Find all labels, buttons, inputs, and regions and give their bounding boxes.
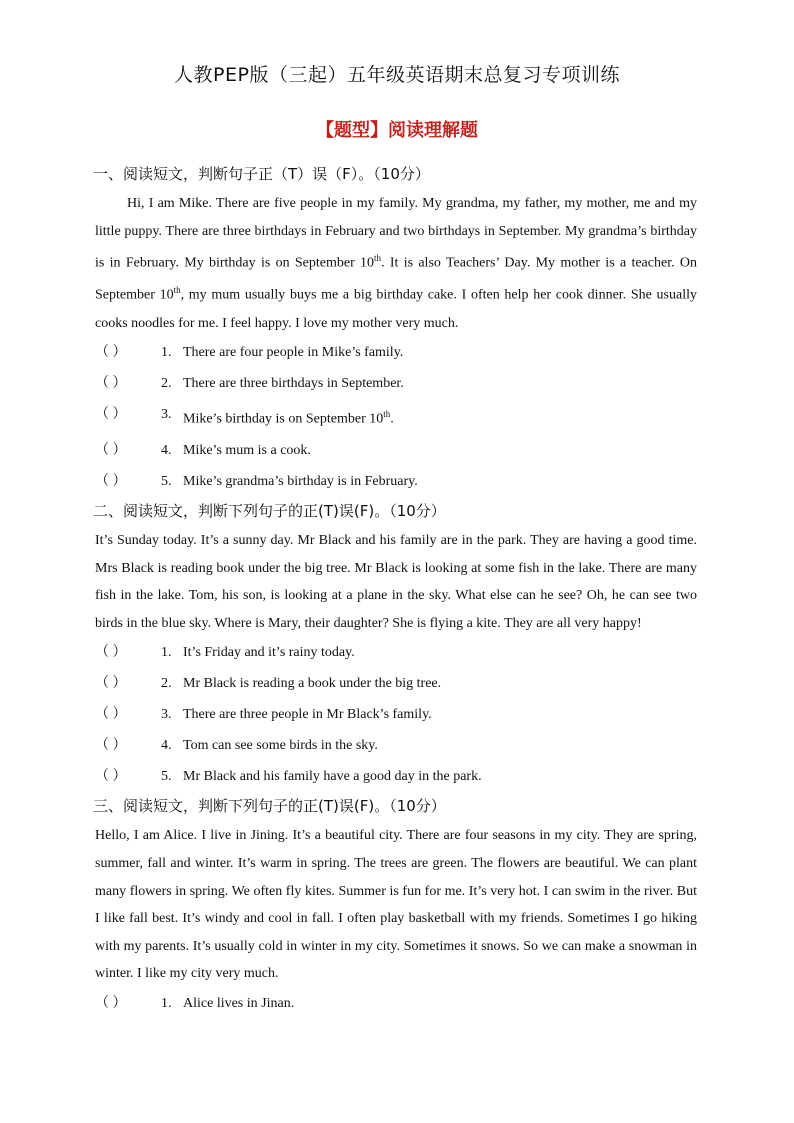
answer-blank[interactable]: （ ） xyxy=(95,738,127,754)
section-3 xyxy=(95,792,697,1019)
question-item: （ ） 3. There are three people in Mr Black’s family. xyxy=(95,699,697,730)
question-item: （ ） 1. Alice lives in Jinan. xyxy=(95,988,697,1019)
answer-blank[interactable]: （ ） xyxy=(95,645,127,661)
reading-passage: It’s Sunday today. It’s a sunny day. Mr Black and his family are in the park. They are having a good time. Mrs Black is reading book under the big tree. Mr Black is looking at some fish in the lake. There are many fish in the lake. Tom, his son, is looking at a plane in the sky. What else can he see? Oh, he can see two birds in the blue sky. Where is Mary, their daughter? She is flying a kite. They are all very happy! xyxy=(95,532,697,631)
section-2 xyxy=(95,497,697,792)
answer-blank[interactable]: （ ） xyxy=(95,376,127,392)
question-item: （ ） 3. Mike’s birthday is on September 10th. xyxy=(95,399,697,435)
question-item: （ ） 4. Mike’s mum is a cook. xyxy=(95,435,697,466)
answer-blank[interactable]: （ ） xyxy=(95,676,127,692)
question-item: （ ） 4. Tom can see some birds in the sky. xyxy=(95,730,697,761)
answer-blank[interactable]: （ ） xyxy=(95,473,127,489)
question-item: （ ） 5. Mr Black and his family have a good day in the park. xyxy=(95,761,697,792)
answer-blank[interactable]: （ ） xyxy=(95,769,127,785)
page-title: 人教PEP版（三起）五年级英语期末总复习专项训练 xyxy=(174,64,620,86)
question-item: （ ） 1. There are four people in Mike’s family. xyxy=(95,337,697,368)
answer-blank[interactable]: （ ） xyxy=(95,345,127,361)
answer-blank[interactable]: （ ） xyxy=(95,707,127,723)
question-item: （ ） 1. It’s Friday and it’s rainy today. xyxy=(95,637,697,668)
reading-passage: Hello, I am Alice. I live in Jining. It’s a beautiful city. There are four seasons in my city. They are spring, summer, fall and winter. It’s warm in spring. The trees are green. The flowers are beautiful. We can plant many flowers in spring. We often fly kites. Summer is fun for me. It’s very hot. I can swim in the river. But I like fall best. It’s windy and cool in fall. I often play basketball with my friends. Sometimes I go hiking with my parents. It’s usually cold in winter in my city. Sometimes it snows. So we can make a snowman in winter. I like my city very much. xyxy=(95,828,697,982)
reading-passage: Hi, I am Mike. There are five people in my family. My grandma, my father, my mother, me and my little puppy. There are three birthdays in February and two birthdays in September. My grandma’s birthday is in February. My birthday is on September 10th. It is also Teachers’ Day. My mother is a teacher. On September 10th, my mum usually buys me a big birthday cake. I often help her cook dinner. She usually cooks noodles for me. I feel happy. I love my mother very much. xyxy=(95,196,698,331)
section-heading: 一、阅读短文，判断句子正（T）误（F）。（10分） xyxy=(93,165,430,183)
answer-blank[interactable]: （ ） xyxy=(95,442,127,458)
question-item: （ ） 2. There are three birthdays in September. xyxy=(95,368,697,399)
answer-blank[interactable]: （ ） xyxy=(95,407,127,423)
section-1 xyxy=(95,160,697,497)
page-subtitle: 【题型】阅读理解题 xyxy=(316,120,478,141)
section-heading: 三、阅读短文，判断下列句子的正(T)误(F)。（10分） xyxy=(93,797,446,816)
section-heading: 二、阅读短文，判断下列句子的正(T)误(F)。（10分） xyxy=(93,501,446,520)
question-item: （ ） 5. Mike’s grandma’s birthday is in February. xyxy=(95,466,697,497)
answer-blank[interactable]: （ ） xyxy=(95,995,127,1011)
question-item: （ ） 2. Mr Black is reading a book under the big tree. xyxy=(95,668,697,699)
content xyxy=(95,160,697,1019)
